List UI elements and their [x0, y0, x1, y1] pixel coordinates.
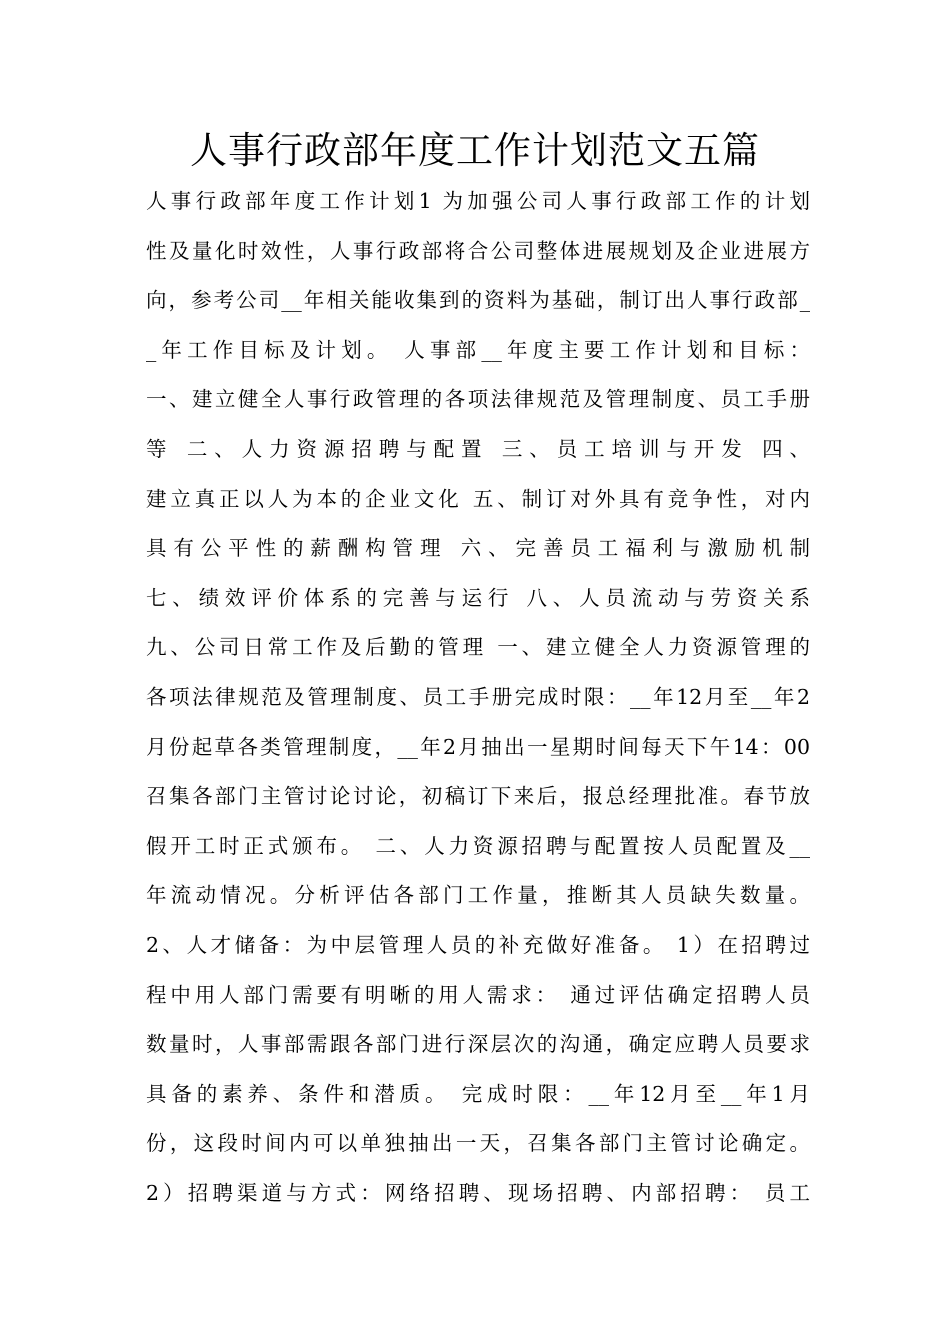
body-line: 各项法律规范及管理制度、员工手册完成时限：__年12月至__年2	[146, 684, 810, 709]
body-line: 召集各部门主管讨论讨论，初稿订下来后，报总经理批准。春节放	[146, 784, 810, 809]
document-title: 人事行政部年度工作计划范文五篇	[190, 129, 760, 172]
body-line: 一、建立健全人事行政管理的各项法律规范及管理制度、员工手册	[146, 387, 810, 412]
body-line: 份，这段时间内可以单独抽出一天，召集各部门主管讨论确定。	[146, 1131, 810, 1156]
body-line: 程中用人部门需要有明晰的用人需求： 通过评估确定招聘人员	[146, 982, 810, 1007]
body-line: 数量时，人事部需跟各部门进行深层次的沟通，确定应聘人员要求	[146, 1032, 810, 1057]
body-line: 人事行政部年度工作计划1 为加强公司人事行政部工作的计划	[146, 189, 810, 213]
body-line: 具有公平性的薪酬构管理 六、完善员工福利与激励机制	[146, 536, 810, 561]
body-line: 七、绩效评价体系的完善与运行 八、人员流动与劳资关系	[146, 585, 810, 610]
body-line: 2）招聘渠道与方式：网络招聘、现场招聘、内部招聘： 员工	[146, 1180, 810, 1205]
body-line: 向，参考公司__年相关能收集到的资料为基础，制订出人事行政部_	[146, 288, 810, 313]
body-line: 假开工时正式颁布。 二、人力资源招聘与配置按人员配置及__	[146, 833, 810, 858]
body-line: 年流动情况。分析评估各部门工作量，推断其人员缺失数量。	[146, 883, 810, 908]
body-line: 九、公司日常工作及后勤的管理 一、建立健全人力资源管理的	[146, 635, 810, 660]
body-line: 具备的素养、条件和潜质。 完成时限：__年12月至__年1月	[146, 1081, 810, 1106]
body-line: 建立真正以人为本的企业文化 五、制订对外具有竞争性，对内	[146, 486, 810, 511]
body-line: 月份起草各类管理制度，__年2月抽出一星期时间每天下午14：00	[146, 734, 810, 759]
body-line: _年工作目标及计划。 人事部__年度主要工作计划和目标：	[146, 337, 810, 362]
body-line: 等 二、人力资源招聘与配置 三、员工培训与开发 四、	[146, 436, 810, 461]
body-line: 性及量化时效性，人事行政部将合公司整体进展规划及企业进展方	[146, 238, 810, 263]
document-body	[146, 177, 810, 1218]
body-line: 2、人才储备：为中层管理人员的补充做好准备。 1）在招聘过	[146, 932, 810, 957]
